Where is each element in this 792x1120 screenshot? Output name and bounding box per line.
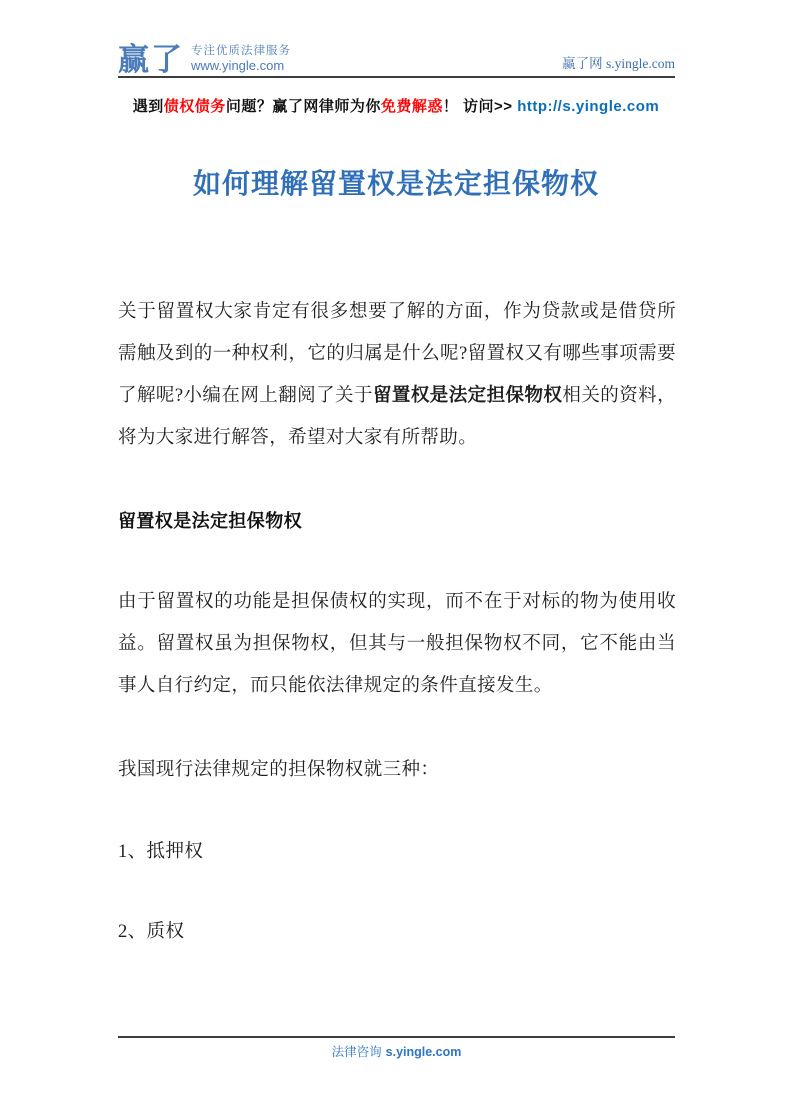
footer-url-link[interactable]: s.yingle.com <box>385 1045 462 1059</box>
banner-url-link[interactable]: http://s.yingle.com <box>517 98 660 115</box>
paragraph-intro <box>118 291 676 459</box>
banner-highlight-1: 债权债务 <box>163 98 226 115</box>
article-title: 如何理解留置权是法定担保物权 <box>192 169 599 200</box>
article-body <box>118 0 676 1120</box>
section-heading: 留置权是法定担保物权 <box>118 511 302 531</box>
tagline-slogan: 专注优质法律服务 <box>191 45 291 57</box>
logo-wordmark: 赢了 <box>118 41 184 77</box>
page-footer <box>118 1036 675 1061</box>
banner-highlight-2: 免费解惑 <box>380 98 443 115</box>
paragraph-lead-in: 我国现行法律规定的担保物权就三种： <box>118 760 440 780</box>
list-item: 1、抵押权 <box>118 842 204 862</box>
banner-text-2: 问题？赢了网律师为你 <box>225 98 381 115</box>
header-site-link[interactable]: 赢了网 s.yingle.com <box>562 56 675 71</box>
tagline-url[interactable]: www.yingle.com <box>191 58 285 73</box>
banner-text-3: ！ 访问>> <box>442 98 518 115</box>
paragraph-intro-keyword: 留置权是法定担保物权 <box>372 386 563 406</box>
paragraph-intro-text: 关于留置权大家肯定有很多想要了解的方面，作为贷款或是借贷所需触及到的一种权利，它的归属是什么呢?留置权又有哪些事项需要了解呢?小编在网上翻阅了关于 <box>118 302 676 406</box>
list-item: 2、质权 <box>118 922 185 942</box>
footer-label: 法律咨询 <box>331 1045 382 1059</box>
banner-text-1: 遇到 <box>132 98 164 115</box>
paragraph-intro-tail: 相关的资料，将为大家进行解答，希望对大家有所帮助。 <box>118 386 676 448</box>
paragraph-explanation: 由于留置权的功能是担保债权的实现，而不在于对标的物为使用收益。留置权虽为担保物权，但其与一般担保物权不同，它不能由当事人自行约定，而只能依法律规定的条件直接发生。 <box>118 592 676 696</box>
